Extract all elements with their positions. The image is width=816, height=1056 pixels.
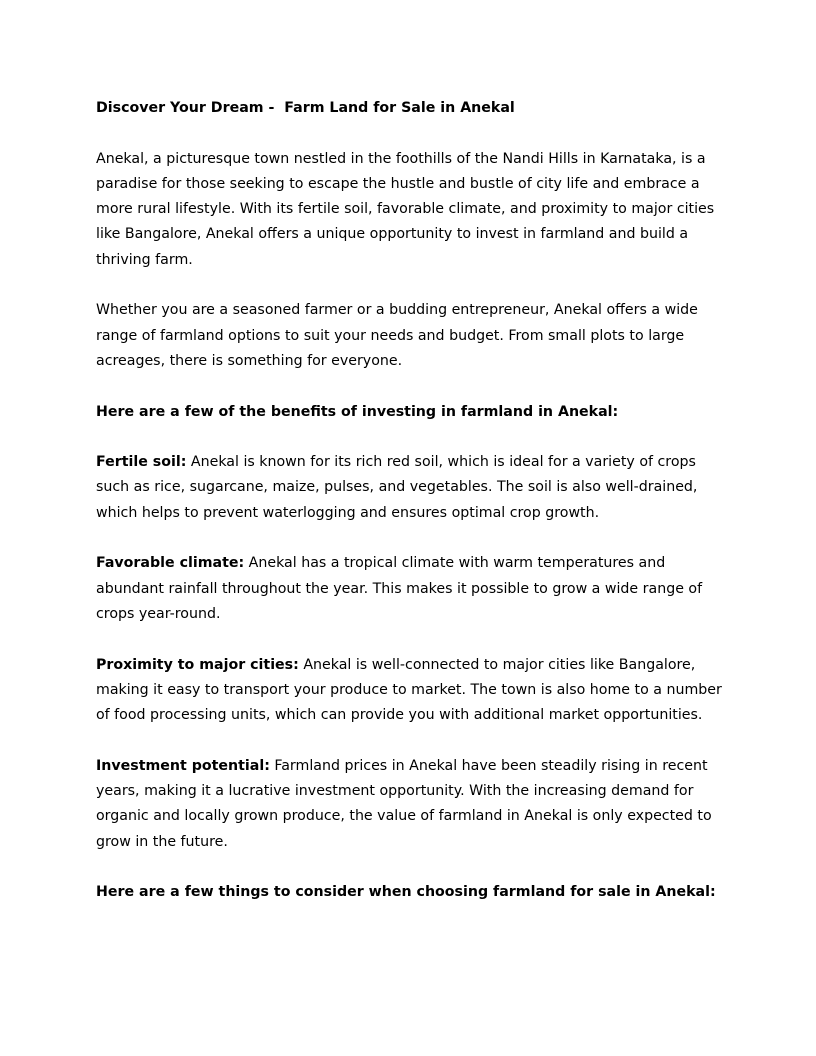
benefit-lead: Investment potential: — [96, 757, 270, 774]
benefit-text: Anekal is known for its rich red soil, which is ideal for a variety of crops such as rice, sugarcane, maize, pulses, and vegetables. The soil is also well-drained, which helps to prevent waterlogging and ensures optimal crop growth. — [96, 454, 698, 521]
spacer — [96, 121, 726, 146]
benefit-investment-potential — [96, 754, 726, 855]
spacer — [96, 425, 726, 450]
benefit-proximity — [96, 653, 726, 729]
spacer — [96, 273, 726, 298]
benefit-favorable-climate — [96, 551, 726, 627]
benefit-lead: Fertile soil: — [96, 454, 187, 471]
spacer — [96, 855, 726, 880]
document-page — [96, 96, 726, 906]
benefits-heading: Here are a few of the benefits of investing in farmland in Anekal: — [96, 403, 619, 420]
consider-heading: Here are a few things to consider when choosing farmland for sale in Anekal: — [96, 884, 716, 901]
intro-paragraph-2: Whether you are a seasoned farmer or a budding entrepreneur, Anekal offers a wide range of farmland options to suit your needs and budget. From small plots to large acreages, there is something for everyone. — [96, 302, 698, 369]
document-title: Discover Your Dream - Farm Land for Sale in Anekal — [96, 100, 515, 116]
benefit-fertile-soil — [96, 450, 726, 526]
intro-paragraph-1: Anekal, a picturesque town nestled in the foothills of the Nandi Hills in Karnataka, is a paradise for those seeking to escape the hustle and bustle of city life and embrace a more rural lifestyle. With its fertile soil, favorable climate, and proximity to major cities like Bangalore, Anekal offers a unique opportunity to invest in farmland and build a thriving farm. — [96, 150, 715, 268]
benefit-text: Anekal is well-connected to major cities like Bangalore, making it easy to transport your produce to market. The town is also home to a number of food processing units, which can provide you with additional market opportunities. — [96, 656, 722, 724]
spacer — [96, 374, 726, 399]
benefit-lead: Favorable climate: — [96, 555, 245, 572]
spacer — [96, 526, 726, 551]
benefit-lead: Proximity to major cities: — [96, 656, 299, 673]
benefit-text: Anekal has a tropical climate with warm temperatures and abundant rainfall throughout the year. This makes it possible to grow a wide range of crops year-round. — [96, 555, 703, 622]
benefit-text: Farmland prices in Anekal have been steadily rising in recent years, making it a lucrative investment opportunity. With the increasing demand for organic and locally grown produce, the value of farmland in Anekal is only expected to grow in the future. — [96, 757, 712, 850]
spacer — [96, 627, 726, 652]
spacer — [96, 728, 726, 753]
